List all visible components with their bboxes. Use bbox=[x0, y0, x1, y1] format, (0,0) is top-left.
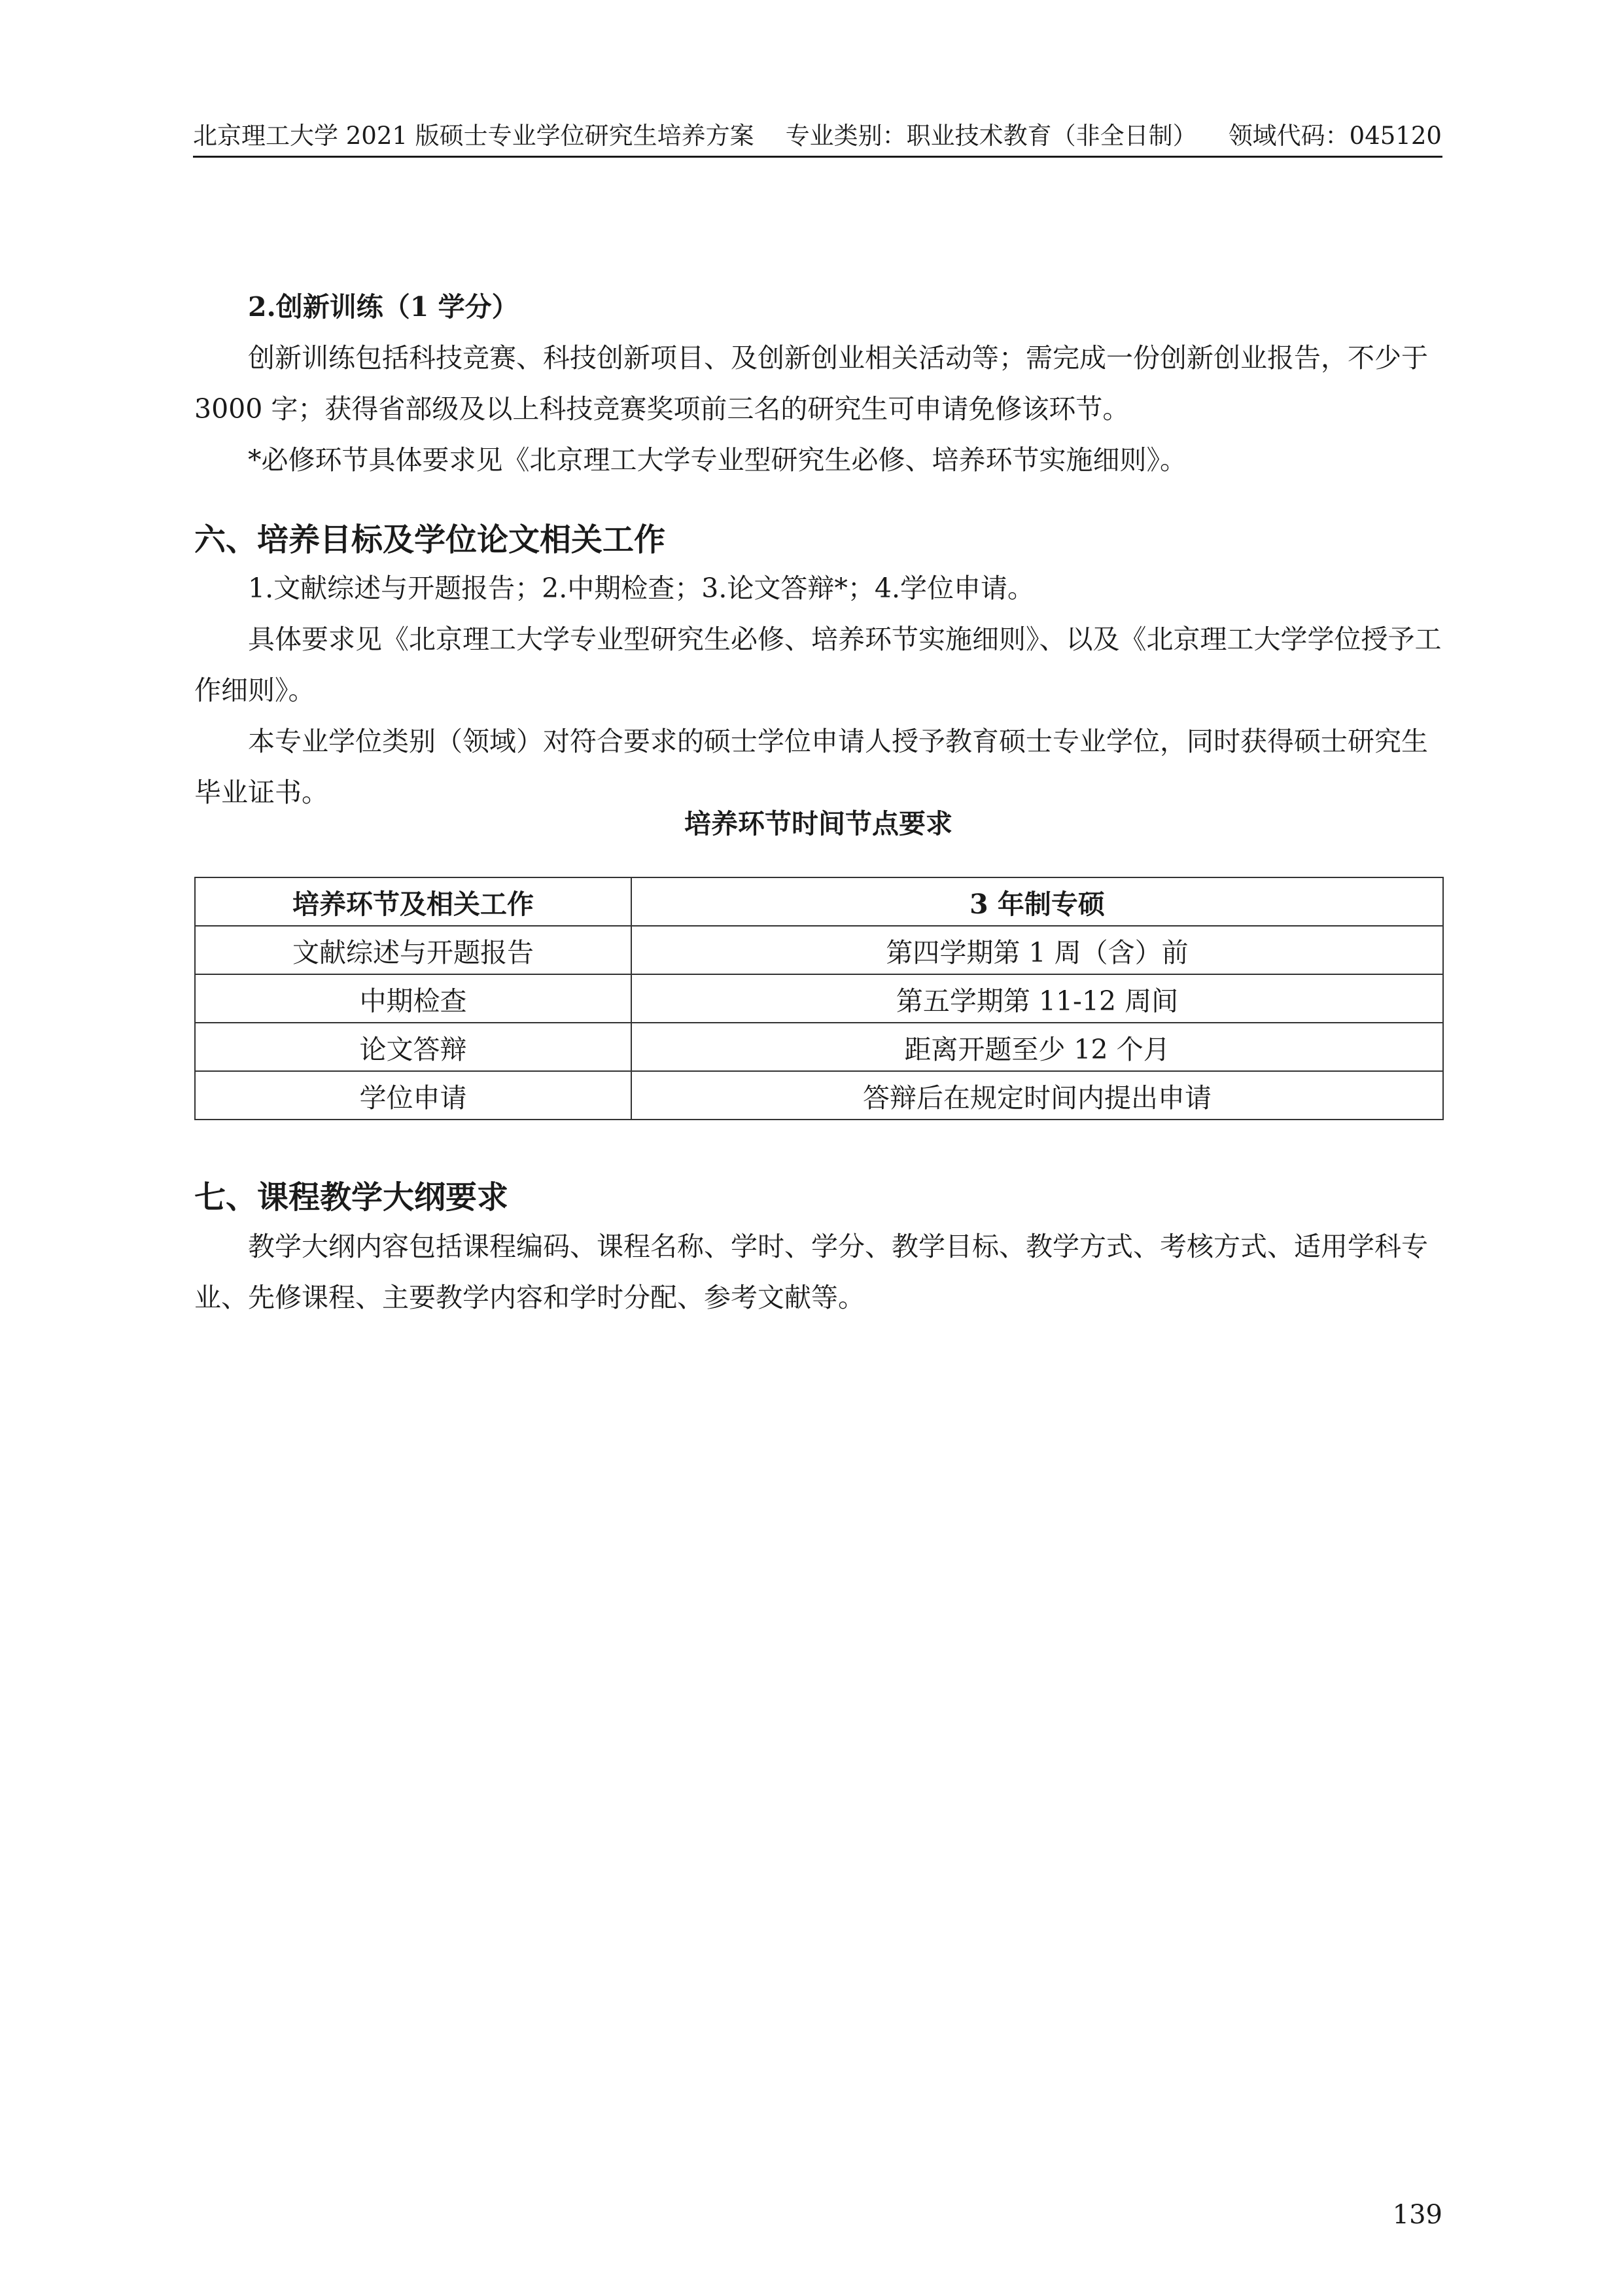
innovation-paragraph: 创新训练包括科技竞赛、科技创新项目、及创新创业相关活动等；需完成一份创新创业报告，不少于 3000 字；获得省部级及以上科技竞赛奖项前三名的研究生可申请免修该环节。 bbox=[194, 342, 1428, 425]
header-category: 专业类别：职业技术教育（非全日制） bbox=[785, 122, 1197, 150]
section-6-body bbox=[194, 563, 1442, 818]
table-header-cell: 3 年制专硕 bbox=[631, 877, 1443, 926]
innovation-block bbox=[194, 281, 1442, 486]
table-cell: 第五学期第 11-12 周间 bbox=[631, 974, 1443, 1023]
table-row bbox=[195, 1071, 1443, 1120]
section-7-paragraph: 教学大纲内容包括课程编码、课程名称、学时、学分、教学目标、教学方式、考核方式、适用学科专业、先修课程、主要教学内容和学时分配、参考文献等。 bbox=[194, 1231, 1428, 1313]
table-header-cell: 培养环节及相关工作 bbox=[195, 877, 631, 926]
table-cell: 答辩后在规定时间内提出申请 bbox=[631, 1071, 1443, 1120]
section-6-paragraph-2: 本专业学位类别（领域）对符合要求的硕士学位申请人授予教育硕士专业学位，同时获得硕士研究生毕业证书。 bbox=[194, 726, 1428, 808]
table-caption: 培养环节时间节点要求 bbox=[684, 808, 952, 839]
table-row bbox=[195, 974, 1443, 1023]
table-row bbox=[195, 1023, 1443, 1071]
section-7-title: 七、课程教学大纲要求 bbox=[194, 1179, 509, 1216]
timeline-table bbox=[194, 877, 1444, 1120]
section-6-items: 1.文献综述与开题报告；2.中期检查；3.论文答辩*；4.学位申请。 bbox=[248, 573, 1034, 604]
table-cell: 文献综述与开题报告 bbox=[195, 926, 631, 974]
table-cell: 学位申请 bbox=[195, 1071, 631, 1120]
section-7-body bbox=[194, 1221, 1442, 1323]
section-6-title: 六、培养目标及学位论文相关工作 bbox=[194, 521, 666, 558]
header-field-code: 领域代码：045120 bbox=[1228, 122, 1442, 150]
table-row bbox=[195, 926, 1443, 974]
section-6-paragraph-1: 具体要求见《北京理工大学专业型研究生必修、培养环节实施细则》、以及《北京理工大学学位授予工作细则》。 bbox=[194, 624, 1442, 706]
table-cell: 中期检查 bbox=[195, 974, 631, 1023]
page-number: 139 bbox=[1392, 2200, 1442, 2230]
page-header bbox=[193, 116, 1442, 158]
header-doc-title: 北京理工大学 2021 版硕士专业学位研究生培养方案 bbox=[193, 122, 754, 150]
table-cell: 第四学期第 1 周（含）前 bbox=[631, 926, 1443, 974]
table-cell: 距离开题至少 12 个月 bbox=[631, 1023, 1443, 1071]
table-cell: 论文答辩 bbox=[195, 1023, 631, 1071]
innovation-note: *必修环节具体要求见《北京理工大学专业型研究生必修、培养环节实施细则》。 bbox=[248, 444, 1187, 476]
innovation-heading: 2.创新训练（1 学分） bbox=[248, 291, 519, 323]
table-header-row bbox=[195, 877, 1443, 926]
